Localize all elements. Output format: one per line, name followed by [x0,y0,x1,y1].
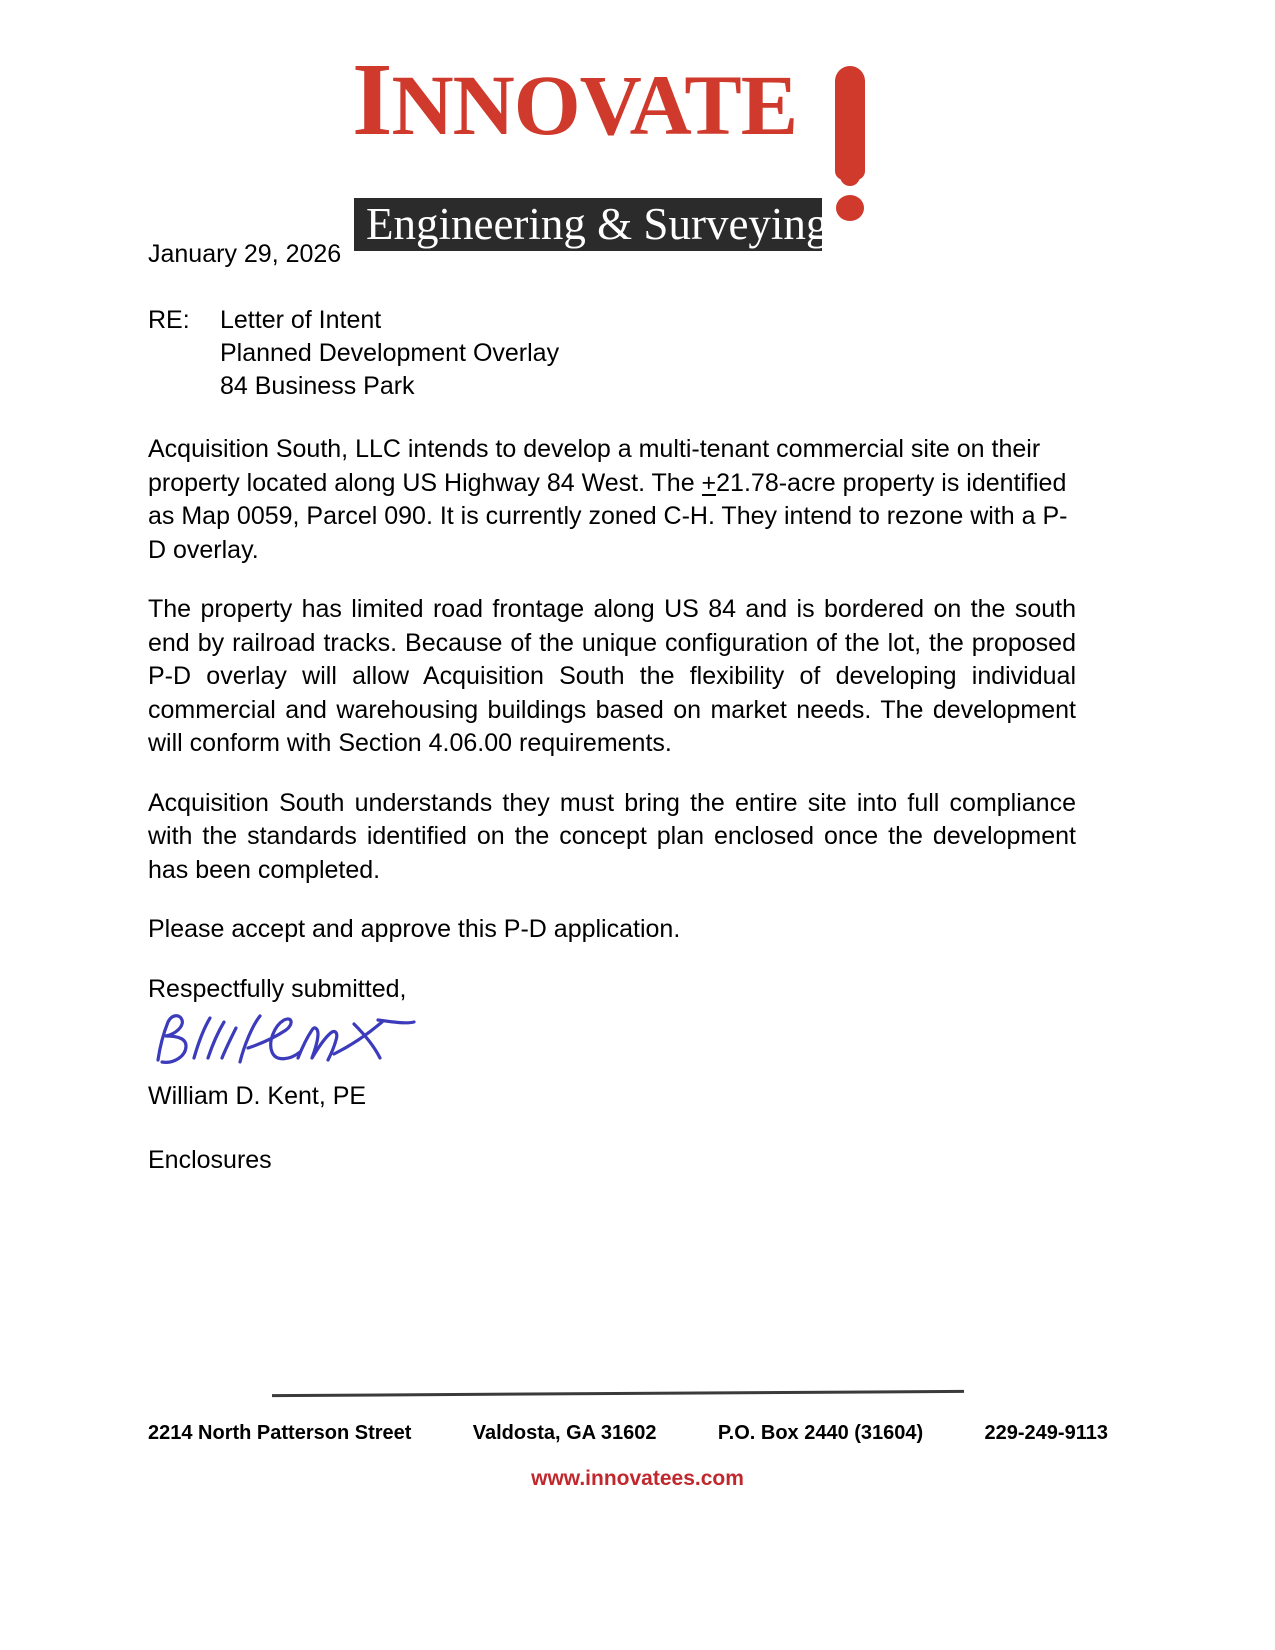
logo-wordmark-rest: NNOVATE [391,57,798,153]
footer-contact-row [148,1420,1108,1446]
re-line-3: 84 Business Park [220,372,415,400]
paragraph-3: Acquisition South understands they must bring the entire site into full compliance with the standards identified on the concept plan enclosed once the development has been completed. [148,788,1076,884]
logo-subtitle: Engineering & Surveying [366,199,829,249]
letter-body [148,238,1076,1176]
exclamation-dot-icon [836,195,864,221]
enclosures-note: Enclosures [148,1145,272,1174]
letter-date: January 29, 2026 [148,240,342,268]
footer-address: 2214 North Patterson Street [148,1422,412,1444]
footer-city-state-zip: Valdosta, GA 31602 [472,1422,657,1444]
plus-minus-symbol: + [701,468,717,497]
paragraph-1 [148,433,1076,567]
closing-line: Respectfully submitted, [148,974,407,1003]
paragraph-1-text-a: Acquisition South, LLC intends to develop a multi-tenant commercial site on their property located along US Highway 84 West. The [148,435,1041,497]
paragraph-1-text-b: 21.78-acre property is identified as Map 0059, Parcel 090. It is currently zoned C-H. They intend to rezone with a P-D overlay. [148,468,1068,564]
signature-image [148,1008,448,1080]
re-subject-lines [220,304,559,403]
re-block [148,304,1076,403]
re-line-1: Letter of Intent [220,306,382,334]
exclamation-mark-icon [835,66,865,180]
re-label: RE: [148,306,190,334]
footer-po-box: P.O. Box 2440 (31604) [717,1422,924,1444]
footer-divider [272,1390,964,1397]
footer-website[interactable]: www.innovatees.com [531,1467,744,1490]
paragraph-2: The property has limited road frontage along US 84 and is bordered on the south end by railroad tracks. Because of the unique configuration of the lot, the proposed P-D overlay will allow Acquisition South the flexibility of developing individual commercial and warehousing buildings based on market needs. The development will conform with Section 4.06.00 requirements. [148,595,1076,757]
footer-phone: 229-249-9113 [984,1422,1108,1444]
paragraph-4: Please accept and approve this P-D application. [148,915,681,943]
company-logo [352,42,872,249]
signer-name: William D. Kent, PE [148,1081,367,1110]
logo-wordmark [352,42,822,157]
logo-wordmark-initial: I [352,42,392,157]
re-line-2: Planned Development Overlay [220,339,560,367]
